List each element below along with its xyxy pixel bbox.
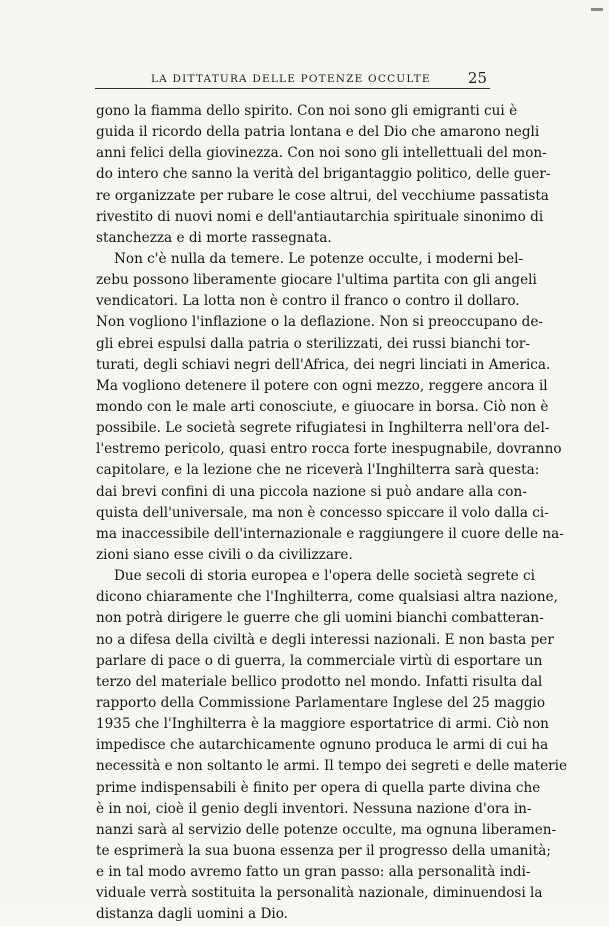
text-line: 1935 che l'Inghilterra è la maggiore esportatrice di armi. Ciò non <box>96 716 549 733</box>
paragraph <box>96 101 551 249</box>
text-line: turati, degli schiavi negri dell'Africa, dei negri linciati in America. <box>96 356 551 373</box>
text-line: nanzi sarà al servizio delle potenze occulte, ma ognuna liberamen- <box>96 821 557 838</box>
text-line: rapporto della Commissione Parlamentare Inglese del 25 maggio <box>96 694 546 711</box>
text-line: re organizzate per rubare le cose altrui, del vecchiume passatista <box>96 187 549 204</box>
text-line: zioni siano esse civili o da civilizzare. <box>96 546 353 563</box>
running-title: LA DITTATURA DELLE POTENZE OCCULTE <box>151 73 431 85</box>
text-line: e in tal modo avremo fatto un gran passo: alla personalità indi- <box>96 864 531 881</box>
text-line: Non c'è nulla da temere. Le potenze occulte, i moderni bel- <box>114 250 524 267</box>
text-line: ma inaccessibile dell'internazionale e raggiungere il cuore delle na- <box>96 525 564 542</box>
paragraph <box>96 249 564 566</box>
text-line: viduale verrà sostituita la personalità nazionale, diminuendosi la <box>96 885 543 902</box>
text-line: quista dell'universale, ma non è concesso spiccare il volo dalla ci- <box>96 504 549 521</box>
running-head <box>95 66 490 89</box>
text-line: è in noi, cioè il genio degli inventori. Nessuna nazione d'ora in- <box>96 800 532 817</box>
text-line: l'estremo pericolo, quasi entro rocca forte inespugnabile, dovranno <box>96 441 562 458</box>
text-line: dicono chiaramente che l'Inghilterra, come qualsiasi altra nazione, <box>96 589 558 606</box>
text-line: zebu possono liberamente giocare l'ultima partita con gli angeli <box>96 272 537 289</box>
text-line: distanza dagli uomini a Dio. <box>96 906 288 923</box>
text-line: prime indispensabili è finito per opera di quella parte divina che <box>96 779 541 796</box>
text-line: necessità e non soltanto le armi. Il tempo dei segreti e delle materie <box>96 758 568 775</box>
text-line: possibile. Le società segrete rifugiatesi in Inghilterra nell'ora del- <box>96 420 550 437</box>
text-line: anni felici della giovinezza. Con noi sono gli intellettuali del mon- <box>96 145 547 162</box>
page-number: 25 <box>467 69 487 87</box>
text-line: parlare di pace o di guerra, la commerciale virtù di esportare un <box>96 652 543 669</box>
text-line: mondo con le male arti conosciute, e giuocare in borsa. Ciò non è <box>96 398 549 415</box>
text-line: gli ebrei espulsi dalla patria o sterilizzati, dei russi bianchi tor- <box>96 335 530 352</box>
text-line: te esprimerà la sua buona essenza per il progresso della umanità; <box>96 842 551 859</box>
text-line: terzo del materiale bellico prodotto nel mondo. Infatti risulta dal <box>96 673 543 690</box>
text-line: stanchezza e di morte rassegnata. <box>96 229 332 246</box>
text-line: Ma vogliono detenere il potere con ogni mezzo, reggere ancora il <box>96 377 548 394</box>
text-line: guida il ricordo della patria lontana e del Dio che amarono negli <box>96 124 540 141</box>
text-line: non potrà dirigere le guerre che gli uomini bianchi combatteran- <box>96 610 544 627</box>
text-line: no a difesa della civiltà e degli interessi nazionali. E non basta per <box>96 631 554 648</box>
scan-corner-mark <box>591 8 603 11</box>
text-line: impedisce che autarchicamente ognuno produca le armi di cui ha <box>96 737 549 754</box>
text-line: Non vogliono l'inflazione o la deflazione. Non si preoccupano de- <box>96 314 543 331</box>
text-line: do intero che sanno la verità del brigantaggio politico, delle guer- <box>96 166 551 183</box>
text-line: rivestito di nuovi nomi e dell'antiautarchia spirituale sinonimo di <box>96 208 544 225</box>
text-line: dai brevi confini di una piccola nazione si può andare alla con- <box>96 483 527 500</box>
text-line: Due secoli di storia europea e l'opera delle società segrete ci <box>114 568 535 585</box>
text-line: capitolare, e la lezione che ne riceverà l'Inghilterra sarà questa: <box>96 462 540 479</box>
body-text <box>96 101 568 925</box>
text-line: gono la fiamma dello spirito. Con noi sono gli emigranti cui è <box>96 103 518 119</box>
text-line: vendicatori. La lotta non è contro il franco o contro il dollaro. <box>96 293 520 310</box>
paragraph <box>96 566 568 925</box>
